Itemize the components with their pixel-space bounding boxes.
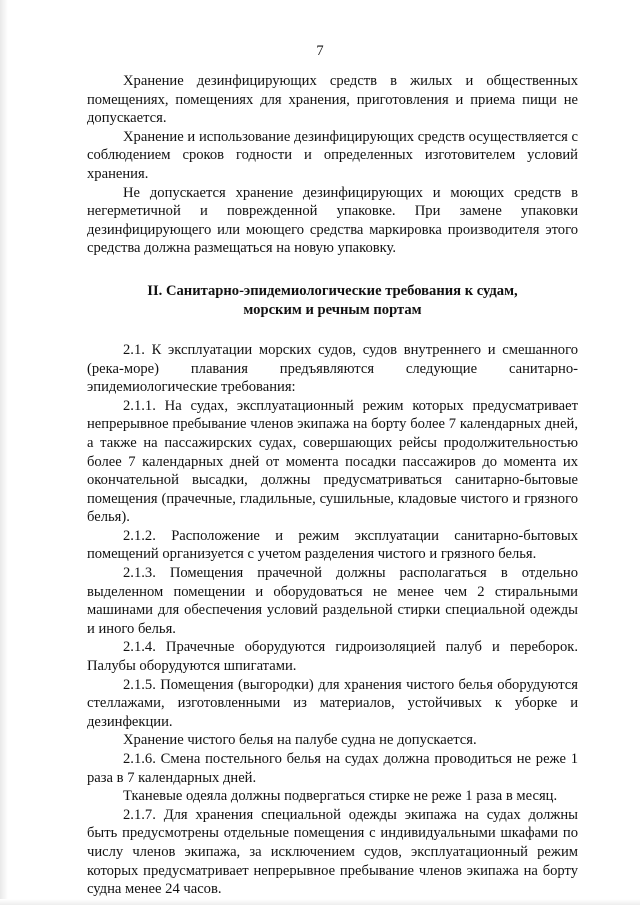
page-number: 7 bbox=[316, 43, 324, 59]
paragraph-2-1-5: 2.1.5. Помещения (выгородки) для хранения чистого белья оборудуются стеллажами, изготовленными из материалов, устойчивых к уборке и дезинфекции. bbox=[87, 676, 578, 730]
paragraph-2-1: 2.1. К эксплуатации морских судов, судов внутреннего и смешанного (река-море) плавания предъявляются следующие санитарно-эпидемиологические требования: bbox=[87, 341, 578, 396]
scan-shadow-bottom bbox=[0, 899, 640, 905]
paragraph-storage-expiry: Хранение и использование дезинфицирующих средств осуществляется с соблюдением сроков годности и определенных изготовителем условий хранения. bbox=[87, 128, 578, 182]
section-heading-line-2: морским и речным портам bbox=[243, 301, 422, 318]
section-heading bbox=[87, 282, 578, 320]
paragraph-packaging: Не допускается хранение дезинфицирующих и моющих средств в негерметичной и поврежденной упаковке. При замене упаковки дезинфицирующего или моющего средства маркировка производителя этого средства должна размещаться на новую упаковку. bbox=[87, 184, 578, 257]
paragraph-2-1-6: 2.1.6. Смена постельного белья на судах должна проводиться не реже 1 раза в 7 календарных дней. bbox=[87, 751, 578, 786]
section-heading-line-1: II. Санитарно-эпидемиологические требования к судам, bbox=[147, 282, 518, 299]
paragraph-2-1-2: 2.1.2. Расположение и режим эксплуатации санитарно-бытовых помещений организуется с учетом разделения чистого и грязного белья. bbox=[87, 527, 578, 563]
paragraph-storage-premises: Хранение дезинфицирующих средств в жилых и общественных помещениях, помещениях для хранения, приготовления и приема пищи не допускается. bbox=[87, 73, 578, 127]
scan-shadow-left bbox=[0, 0, 8, 905]
paragraph-2-1-7: 2.1.7. Для хранения специальной одежды экипажа на судах должны быть предусмотрены отдельные помещения с индивидуальными шкафами по числу членов экипажа, за исключением судов, эксплуатационный режим которых предусматривает непрерывное пребывание членов экипажа на борту судна менее 24 часов. bbox=[87, 806, 578, 898]
paragraph-2-1-1: 2.1.1. На судах, эксплуатационный режим которых предусматривает непрерывное пребывание членов экипажа на борту более 7 календарных дней, а также на пассажирских судах, совершающих рейсы продолжительностью более 7 календарных дней от момента посадки пассажиров до момента их окончательной высадки, должны предусматриваться санитарно-бытовые помещения (прачечные, гладильные, сушильные, кладовые чистого и грязного белья). bbox=[87, 397, 578, 526]
paragraph-clean-linen-deck: Хранение чистого белья на палубе судна не допускается. bbox=[123, 732, 477, 749]
paragraph-2-1-3: 2.1.3. Помещения прачечной должны располагаться в отдельно выделенном помещении и оборудоваться не менее чем 2 стиральными машинами для обеспечения условий раздельной стирки специальной одежды и иного белья. bbox=[87, 565, 578, 637]
paragraph-blankets: Тканевые одеяла должны подвергаться стирке не реже 1 раза в месяц. bbox=[123, 788, 558, 805]
document-body bbox=[87, 72, 578, 899]
paragraph-2-1-4: 2.1.4. Прачечные оборудуются гидроизоляцией палуб и переборок. Палубы оборудуются шпигатами. bbox=[87, 639, 578, 675]
